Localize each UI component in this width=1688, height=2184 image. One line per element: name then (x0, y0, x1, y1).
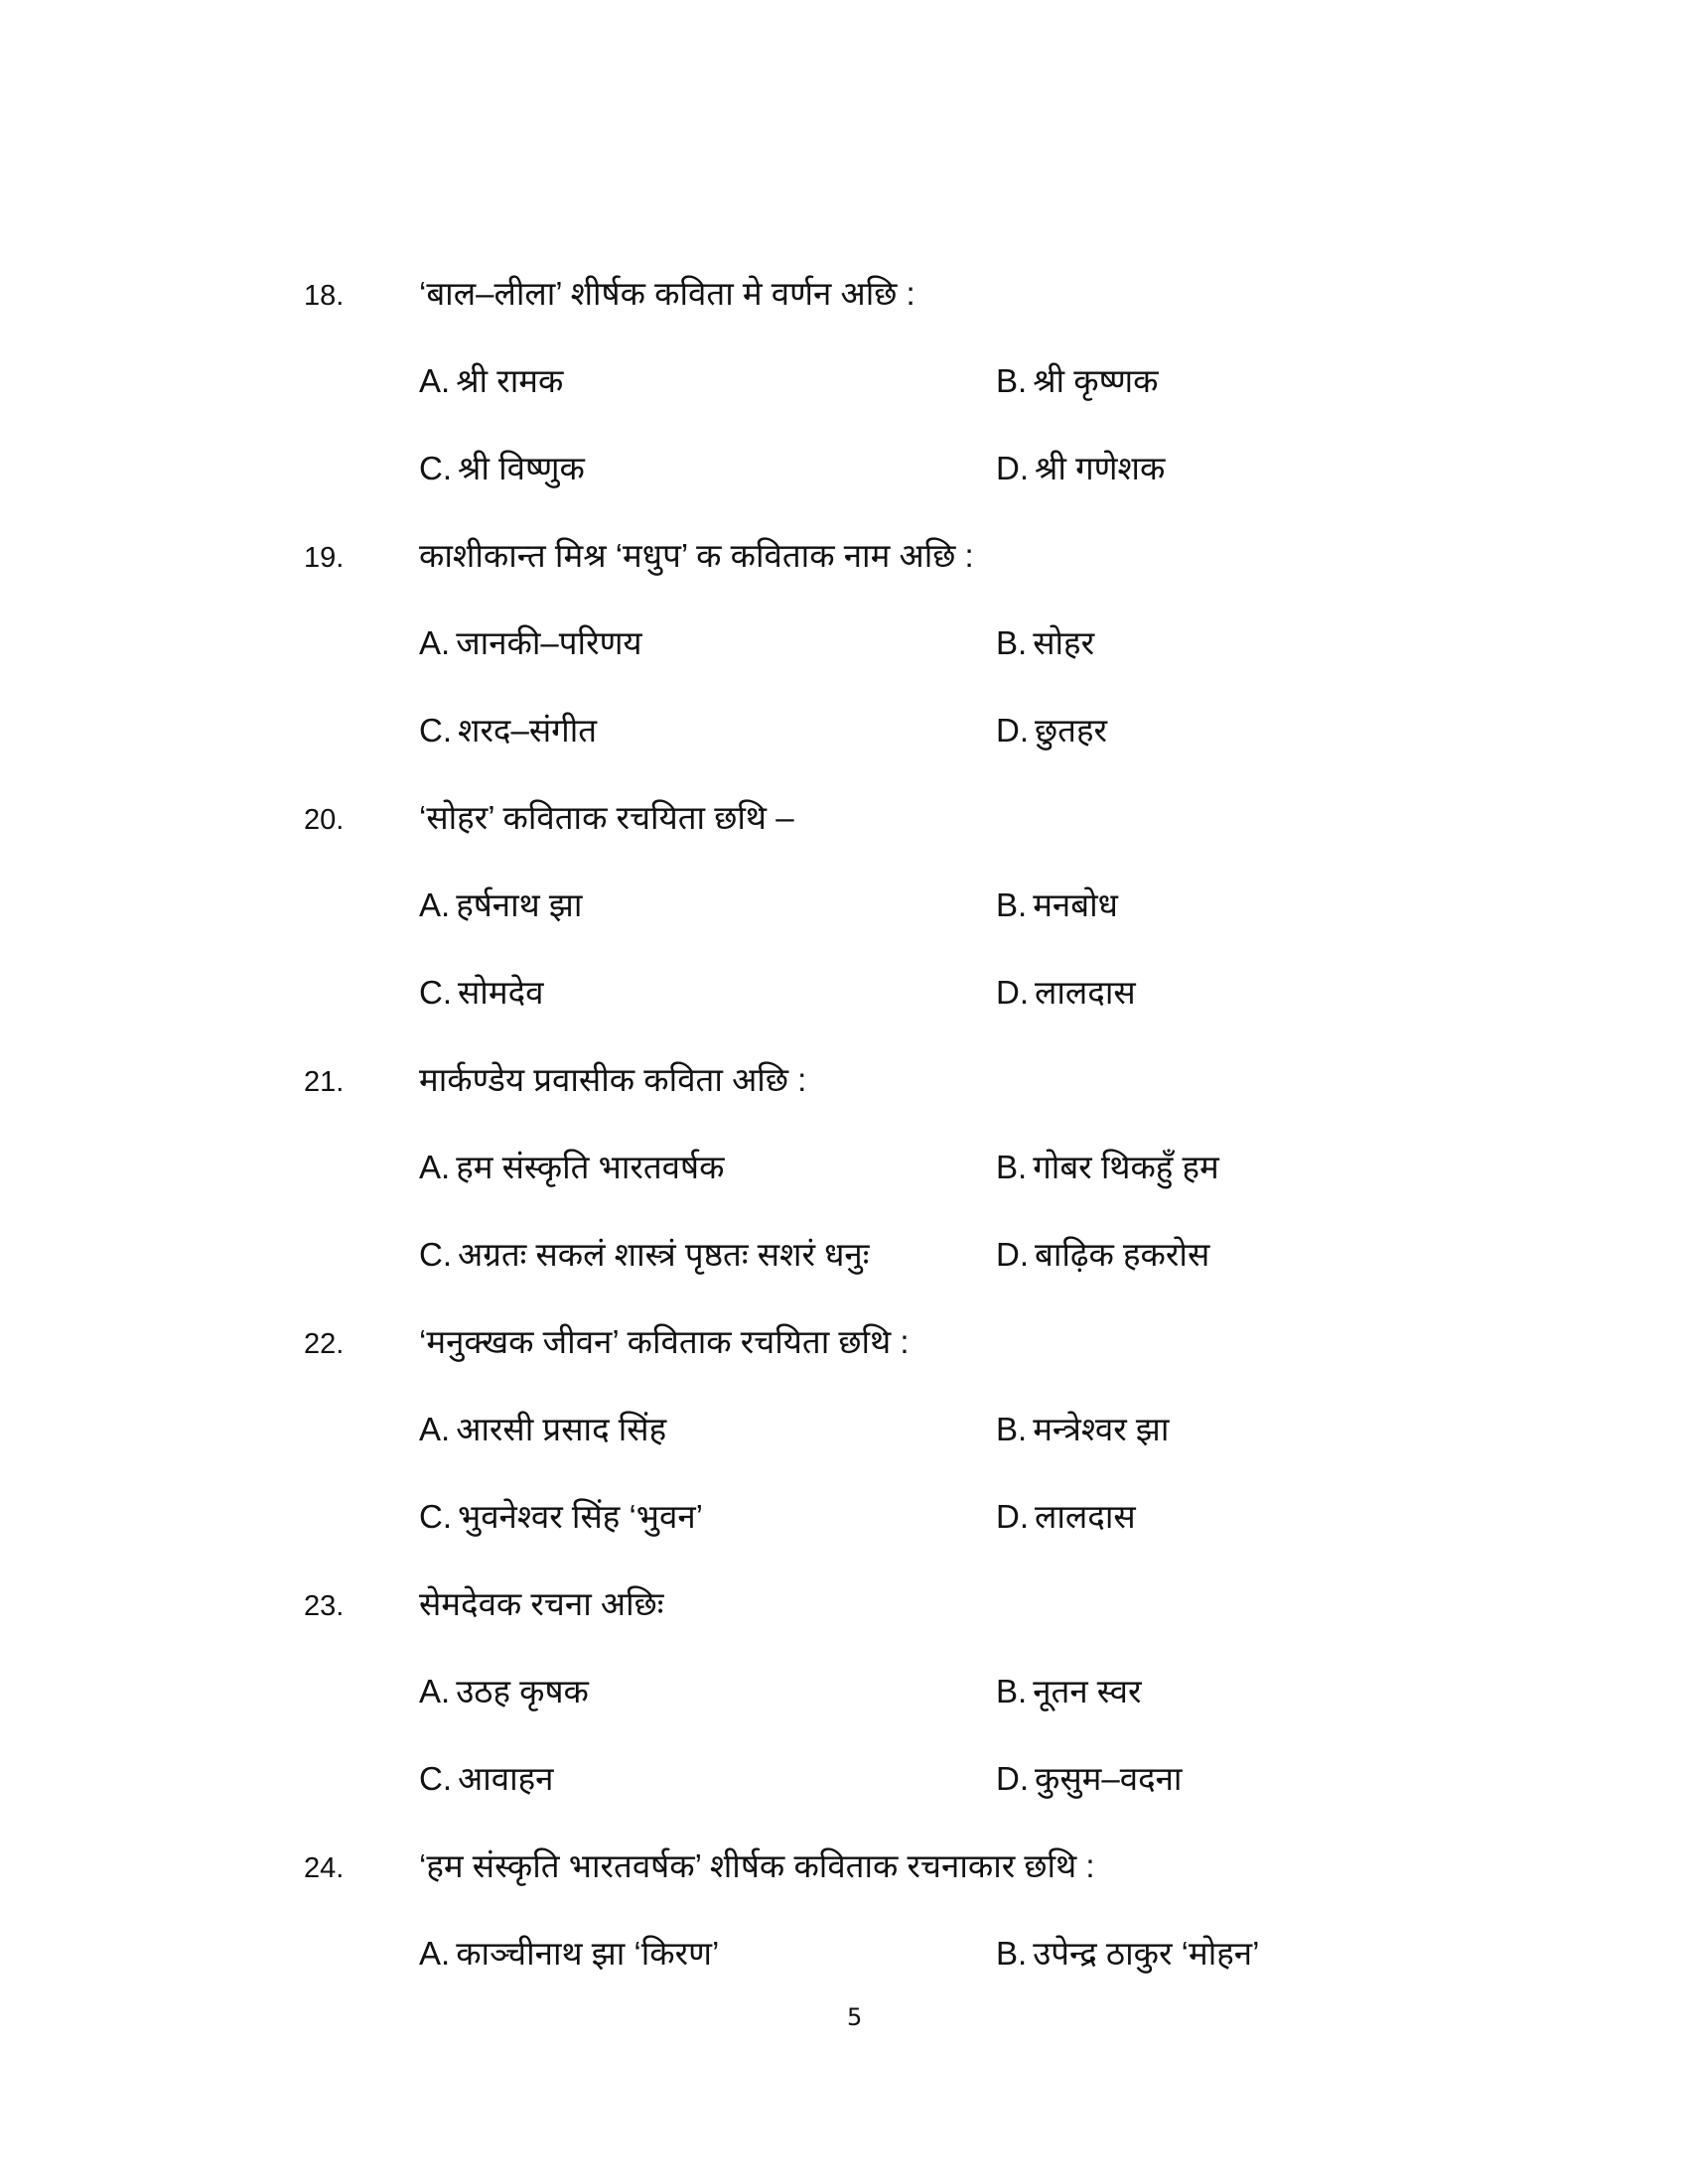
option-a[interactable]: A. जानकी–परिणय (419, 624, 642, 661)
option-b[interactable]: B. नूतन स्वर (996, 1673, 1142, 1709)
option-c[interactable]: C. आवाहन (419, 1760, 554, 1797)
option-c[interactable]: C. शरद–संगीत (419, 712, 598, 749)
option-d[interactable]: D. कुसुम–वदना (996, 1760, 1183, 1797)
question-number: 24. (304, 1852, 345, 1884)
option-c[interactable]: C. सोमदेव (419, 974, 544, 1011)
option-b[interactable]: B. मनबोध (996, 887, 1118, 923)
question-number: 19. (304, 542, 345, 574)
option-a[interactable]: A. उठह कृषक (419, 1673, 589, 1709)
option-a[interactable]: A. आरसी प्रसाद सिंह (419, 1411, 667, 1447)
question-text: मार्कण्डेय प्रवासीक कविता अछि : (419, 1061, 807, 1098)
option-a[interactable]: A. काञ्चीनाथ झा ‘किरण’ (419, 1935, 720, 1972)
option-a[interactable]: A. हर्षनाथ झा (419, 887, 583, 923)
question-text: ‘मनुक्खक जीवन’ कविताक रचयिता छथि : (419, 1323, 910, 1360)
question-number: 20. (304, 804, 345, 836)
question-text: ‘बाल–लीला’ शीर्षक कविता मे वर्णन अछि : (419, 275, 915, 312)
option-c[interactable]: C. अग्रतः सकलं शास्त्रं पृष्ठतः सशरं धनुः (419, 1236, 870, 1273)
option-c[interactable]: C. भुवनेश्वर सिंह ‘भुवन’ (419, 1498, 703, 1535)
option-d[interactable]: D. लालदास (996, 974, 1136, 1011)
page-number: 5 (847, 2003, 863, 2031)
option-a[interactable]: A. श्री रामक (419, 362, 564, 399)
option-a[interactable]: A. हम संस्कृति भारतवर्षक (419, 1149, 725, 1185)
option-b[interactable]: B. गोबर थिकहुँ हम (996, 1149, 1219, 1185)
option-b[interactable]: B. उपेन्द्र ठाकुर ‘मोहन’ (996, 1935, 1260, 1972)
question-text: काशीकान्त मिश्र ‘मधुप’ क कविताक नाम अछि : (419, 537, 974, 574)
option-d[interactable]: D. श्री गणेशक (996, 450, 1166, 486)
question-text: सेमदेवक रचना अछिः (419, 1585, 664, 1622)
option-b[interactable]: B. सोहर (996, 624, 1095, 661)
question-number: 23. (304, 1590, 345, 1622)
option-b[interactable]: B. मन्त्रेश्वर झा (996, 1411, 1170, 1447)
question-text: ‘हम संस्कृति भारतवर्षक’ शीर्षक कविताक रचनाकार छथि : (419, 1847, 1095, 1884)
option-d[interactable]: D. बाढ़िक हकरोस (996, 1236, 1210, 1273)
option-d[interactable]: D. छुतहर (996, 712, 1107, 749)
option-d[interactable]: D. लालदास (996, 1498, 1136, 1535)
question-text: ‘सोहर’ कविताक रचयिता छथि – (419, 799, 794, 836)
option-c[interactable]: C. श्री विष्णुक (419, 450, 585, 486)
option-b[interactable]: B. श्री कृष्णक (996, 362, 1159, 399)
question-number: 21. (304, 1066, 345, 1098)
question-number: 22. (304, 1328, 345, 1360)
question-number: 18. (304, 280, 345, 312)
